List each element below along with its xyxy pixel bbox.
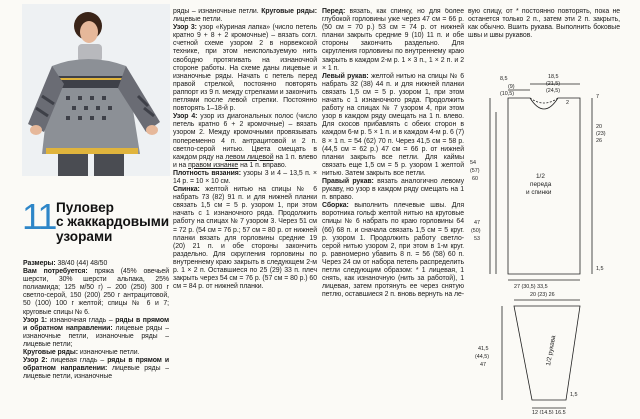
svg-text:2: 2 [566, 100, 569, 106]
svg-text:(44,5): (44,5) [475, 354, 490, 360]
svg-text:53: 53 [474, 236, 480, 242]
pattern-title [22, 198, 170, 258]
paragraph: Левый рукав: желтой нитью на спицы № 6 набрать 32 (38) 44 п. и для нижней планки связать 1,5 см = 5 р. узором 1, при этом начать с 1 изнаночного ряда. Продолжить работу на спицах № 7 узором 4, при этом узор в каждом ряду смещать на 1 п. влево. Для скосов прибавлять с обеих сторон в каждом 6-м р. 5 × 1 п. и в каждом 4-м р. 6 (7) 8 × 1 п. = 54 (62) 70 п. Через 41,5 см = 58 р. (44,5 см = 62 р.) 47 см = 66 р. от нижней планки закрыть все петли. Для каймы связать еще 1,5 см = 5 р. узором 1 желтой нитью. Затем закрыть все петли. [322, 72, 464, 177]
svg-text:26: 26 [596, 138, 602, 144]
instructions-column-2 [173, 8, 317, 416]
instructions-column-4 [468, 8, 620, 64]
paragraph: Сборка: выполнить плечевые швы. Для воротника гольф желтой нитью на круговые спицы № 6 набрать по краю горловины 64 (66) 68 п. и сначала связать 1,5 см = 5 круг. р. узором 1. Продолжить работу светло-серой нитью узором 2, при этом в 1-м круг. р. равномерно убавить 8 п. = 56 (58) 60 п. Через 24 см от набора петель распределить петли следующим образом: * 1 лицевая, 1 снять, как изнаночную (нить за работой), 1 лицевая, затем протянуть ее через снятую петлю, оставшиеся 2 п. вновь вернуть на ле- [322, 202, 464, 299]
paragraph: Правый рукав: вязать аналогично левому рукаву, но узор в каждом ряду смещать на 1 п. вправо. [322, 177, 464, 202]
paragraph: Круговые ряды: изнаночные петли. [23, 349, 140, 357]
svg-text:(23): (23) [596, 131, 606, 137]
paragraph: Узор 1: изнаночная гладь – ряды в прямом и обратном направлении: лицевые ряды – изнаночные петли, изнаночные ряды – лицевые петли; [23, 316, 169, 348]
svg-text:1,5: 1,5 [596, 266, 604, 272]
pattern-heading: Пуловер с жаккардовыми узорами [56, 200, 170, 244]
svg-text:(50): (50) [471, 228, 481, 234]
sleeve-label: 1/2 рукава [545, 334, 558, 367]
neckline-back [530, 98, 558, 103]
svg-text:8,5: 8,5 [500, 76, 508, 82]
body-label-1: 1/2 [536, 173, 545, 180]
pattern-schematic [470, 74, 634, 414]
sweater-model-illustration [22, 4, 170, 176]
svg-text:12 (14,5) 16,5: 12 (14,5) 16,5 [532, 410, 566, 414]
svg-text:47: 47 [474, 220, 480, 226]
paragraph: Узор 3: узор «Куриная лапка» (число петель кратно 9 + 8 + 2 кромочные) – вязать согл. счетной схеме узором 2 в норвежской технике, при этом неиспользуемую нить свободно протягивать на изнаночной стороне работы. На схеме даны лицевые и изнаночные ряды. Начать с петель перед правой стрелкой, постоянно повторять раппорт из 9 п. между стрелками и закончить петлями после левой стрелки. Постоянно повторять 1–18-й р. [173, 24, 317, 113]
svg-text:60: 60 [472, 176, 478, 182]
svg-text:27 (30,5) 33,5: 27 (30,5) 33,5 [514, 284, 548, 290]
svg-text:(21,5): (21,5) [546, 81, 561, 87]
paragraph: вую спицу, от * постоянно повторять, пока не останется только 2 п., затем эти 2 п. закрыть, как обычно. Вшить рукава. Выполнить боковые швы и швы рукавов. [468, 8, 620, 40]
instructions-column-3 [322, 8, 464, 416]
svg-text:7: 7 [596, 94, 599, 100]
svg-text:1,5: 1,5 [570, 392, 578, 398]
svg-text:(9): (9) [508, 84, 515, 90]
paragraph: Спинка: желтой нитью на спицы № 6 набрать 73 (82) 91 п. и для нижней планки связать 1,5 см = 5 р. узором 1, при этом начать с 1 изнаночного ряда. Продолжить работу на спицах № 7 узором 3. Через 51 см = 72 р. (54 см = 76 р.; 57 см = 80 р. от нижней планки вязать для горловины средние 19 (20) 21 п. и обе стороны закончить раздельно. Для скругления горловины по внутреннему краю закрыть в следующем 2-м р. 1 × 2 п. Оставшиеся по 25 (29) 33 п. плеч закрыть через 54 см = 76 р. (57 см = 80 р.) 60 см = 84 р. от нижней планки. [173, 186, 317, 291]
paragraph: Вам потребуется: пряжа (45% овечьей шерсти, 30% шерсти альпака, 25% полиамида; 125 м/50 г) – 200 (250) 300 г светло-серой, 150 (200) 250 г антрацитовой, 50 (100) 100 г желтой; спицы № 6 и 7; круговые спицы № 6. [23, 268, 169, 316]
body-label-3: и спинки [526, 189, 552, 196]
svg-text:47: 47 [480, 362, 486, 368]
paragraph: ряды – изнаночные петли. Круговые ряды: лицевые петли. [173, 8, 317, 24]
svg-text:(10,5): (10,5) [500, 91, 515, 97]
svg-text:20 (23) 26: 20 (23) 26 [530, 292, 555, 298]
pattern-number: 11 [22, 196, 56, 237]
svg-text:54: 54 [470, 160, 476, 166]
svg-text:(57): (57) [470, 168, 480, 174]
paragraph: Перед: вязать, как спинку, но для более глубокой горловины уже через 47 см = 66 р. (50 см = 70 р.) 53 см = 74 р. от нижней планки закрыть средние 9 (10) 11 п. и обе стороны закончить раздельно. Для скругления горловины по внутреннему краю закрыть в каждом 2-м р. 1 × 3 п., 1 × 2 п. и 2 × 1 п. [322, 8, 464, 72]
svg-text:(24,5): (24,5) [546, 88, 561, 94]
body-label-2: переда [530, 181, 552, 188]
svg-text:41,5: 41,5 [478, 346, 489, 352]
paragraph: Узор 2: лицевая гладь – ряды в прямом и обратном направлении: лицевые ряды – лицевые петли, изнаночные [23, 357, 169, 381]
paragraph: Узор 4: узор из диагональных полос (число петель кратно 6 + 2 кромочные) – вязать узором 2. Между кромочными провязывать попеременно 4 п. антрацитовой и 2 п. светло-серой нитью. Цвета смещать в каждом ряду на левом лицевой на 1 п. влево и на правом изнанке на 1 п. вправо. [173, 113, 317, 169]
svg-text:20: 20 [596, 124, 602, 130]
svg-text:18,5: 18,5 [548, 74, 559, 80]
instructions-column-1 [23, 260, 169, 416]
paragraph: Размеры: 38/40 (44) 48/50 [23, 260, 108, 267]
paragraph: Плотность вязания: узоры 3 и 4 – 13,5 п. × 14 р. = 10 × 10 см. [173, 169, 317, 185]
model-photo [22, 4, 170, 176]
